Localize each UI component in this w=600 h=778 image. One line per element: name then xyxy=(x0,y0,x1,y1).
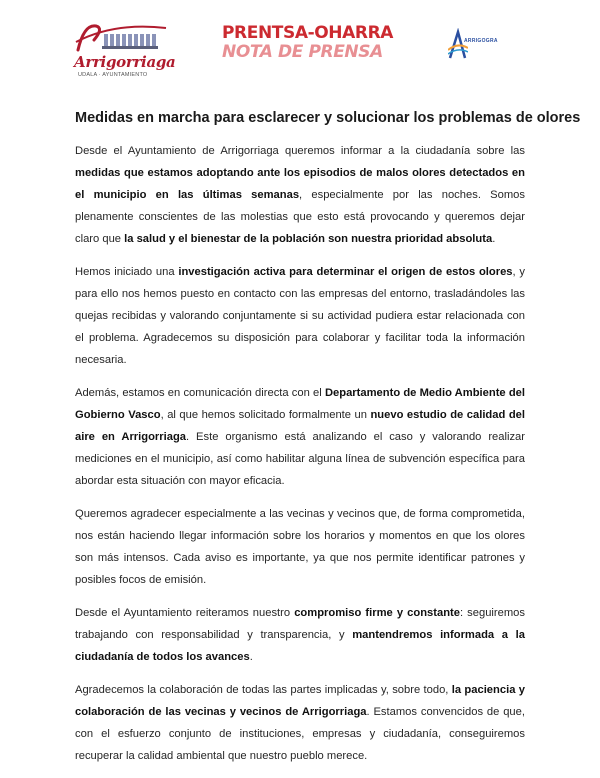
partner-emblem-icon xyxy=(448,28,468,62)
text-run: Agradecemos la colaboración de todas las partes implicadas y, sobre todo, xyxy=(75,684,452,696)
press-release-heading xyxy=(222,23,394,62)
text-run: , y para ello nos hemos puesto en contacto con las empresas del entorno, trasladándoles las quejas recibidas y valorando conjuntamente si su actividad pudiera estar relacionada con el problema. Agradecemos su disposición para colaborar y facilitar toda la información necesaria. xyxy=(75,266,526,366)
bold-text: medidas que estamos adoptando ante los episodios de malos olores detectados en el municipio en las últimas semanas xyxy=(75,167,525,201)
text-run: . xyxy=(249,651,253,663)
partner-logo-name: ARRIGOGRA xyxy=(464,38,498,44)
press-heading-spanish: NOTA DE PRENSA xyxy=(222,42,383,62)
town-emblem-icon xyxy=(74,20,170,56)
body-paragraph xyxy=(75,382,525,492)
text-run: Queremos agradecer especialmente a las vecinas y vecinos que, de forma comprometida, nos están haciendo llegar información sobre los horarios y momentos en que los olores son más intensos. Cada aviso es importante, ya que nos permite identificar patrones y posibles focos de emisión. xyxy=(75,508,525,586)
text-run: , especialmente por las noches. Somos plenamente conscientes de las molestias que esto está provocando y queremos dejar claro que xyxy=(75,189,525,245)
text-run: , al que hemos solicitado formalmente un xyxy=(160,409,371,421)
bold-text: investigación activa para determinar el origen de estos olores xyxy=(178,266,513,278)
body-paragraph xyxy=(75,261,525,371)
body-paragraph xyxy=(75,140,525,250)
text-run: Hemos iniciado una xyxy=(75,266,179,278)
logo-brand-text: Arrigorriaga xyxy=(74,53,176,71)
page-header xyxy=(0,0,600,90)
body-paragraph xyxy=(75,503,525,591)
logo-subtitle: UDALA · AYUNTAMIENTO xyxy=(78,72,148,78)
text-run: : seguiremos trabajando con responsabilidad y transparencia, y xyxy=(75,607,525,641)
bold-text: Departamento de Medio Ambiente del Gobierno Vasco xyxy=(75,387,526,421)
bold-text: compromiso firme y constante xyxy=(294,607,460,619)
press-release-body xyxy=(75,110,581,778)
text-run: . Estamos convencidos de que, con el esfuerzo conjunto de instituciones, empresas y ciudadanía, conseguiremos recuperar la calidad ambiental que nuestro pueblo merece. xyxy=(75,706,525,762)
page-title: Medidas en marcha para esclarecer y solucionar los problemas de olores xyxy=(75,110,581,126)
text-run: . xyxy=(492,233,496,245)
bold-text: mantendremos informada a la ciudadanía de todos los avances xyxy=(75,629,525,663)
partner-logo xyxy=(448,28,508,68)
body-paragraph xyxy=(75,602,525,668)
text-run: Desde el Ayuntamiento de Arrigorriaga queremos informar a la ciudadanía sobre las xyxy=(75,145,525,157)
press-heading-basque: PRENTSA-OHARRA xyxy=(222,23,394,43)
body-paragraph xyxy=(75,679,525,767)
bold-text: la paciencia y colaboración de las vecinas y vecinos de Arrigorriaga xyxy=(75,684,525,718)
text-run: Además, estamos en comunicación directa con el xyxy=(75,387,325,399)
bold-text: nuevo estudio de calidad del aire en Arrigorriaga xyxy=(75,409,525,443)
paragraph-list xyxy=(75,140,525,767)
text-run: . Este organismo está analizando el caso y valorando realizar mediciones en el municipio, así como habilitar alguna línea de subvención específica para abordar esta situación con mayor eficacia. xyxy=(75,431,525,487)
text-run: Desde el Ayuntamiento reiteramos nuestro xyxy=(75,607,295,619)
arrigorriaga-logo xyxy=(74,20,176,80)
bold-text: la salud y el bienestar de la población son nuestra prioridad absoluta xyxy=(124,233,493,245)
